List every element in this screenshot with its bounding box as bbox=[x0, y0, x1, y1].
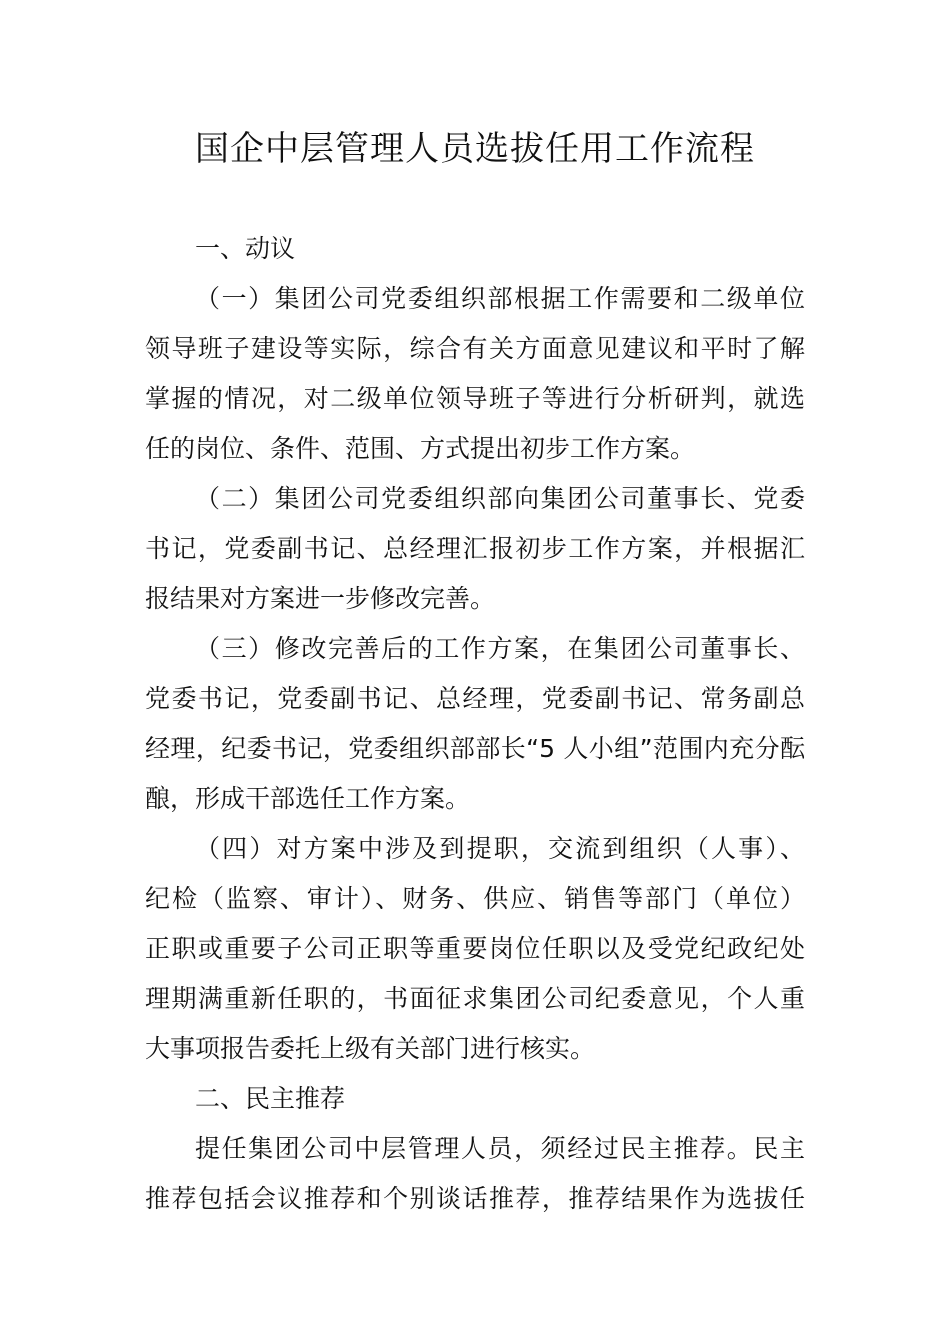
paragraph-line: 大事项报告委托上级有关部门进行核实。 bbox=[145, 1034, 596, 1063]
paragraph-line: 酿，形成干部选任工作方案。 bbox=[145, 784, 471, 813]
paragraph-line: （一）集团公司党委组织部根据工作需要和二级单位 bbox=[195, 284, 805, 313]
paragraph-line: 报结果对方案进一步修改完善。 bbox=[145, 584, 496, 613]
paragraph-line: 领导班子建设等实际，综合有关方面意见建议和平时了解 bbox=[145, 334, 805, 363]
section-heading: 一、动议 bbox=[195, 234, 296, 263]
paragraph-line: （四）对方案中涉及到提职，交流到组织（人事）、 bbox=[195, 834, 805, 863]
paragraph-line: 提任集团公司中层管理人员，须经过民主推荐。民主 bbox=[195, 1134, 805, 1163]
paragraph-line: 党委书记，党委副书记、总经理，党委副书记、常务副总 bbox=[145, 684, 805, 713]
document-body bbox=[145, 224, 805, 1224]
paragraph-line: 书记，党委副书记、总经理汇报初步工作方案，并根据汇 bbox=[145, 534, 805, 563]
section-heading: 二、民主推荐 bbox=[195, 1084, 346, 1113]
paragraph-line: （二）集团公司党委组织部向集团公司董事长、党委 bbox=[195, 484, 805, 513]
paragraph-line: 理期满重新任职的，书面征求集团公司纪委意见，个人重 bbox=[145, 984, 805, 1013]
paragraph-line: 纪检（监察、审计）、财务、供应、销售等部门（单位） bbox=[145, 884, 805, 913]
paragraph-line: 任的岗位、条件、范围、方式提出初步工作方案。 bbox=[145, 434, 696, 463]
paragraph-line: 经理，纪委书记，党委组织部部长“5 人小组”范围内充分酝 bbox=[145, 734, 805, 763]
paragraph-line: 掌握的情况，对二级单位领导班子等进行分析研判，就选 bbox=[145, 384, 805, 413]
paragraph-line: 推荐包括会议推荐和个别谈话推荐，推荐结果作为选拔任 bbox=[145, 1184, 805, 1213]
document-title: 国企中层管理人员选拔任用工作流程 bbox=[195, 129, 755, 169]
paragraph-line: （三）修改完善后的工作方案，在集团公司董事长、 bbox=[195, 634, 805, 663]
paragraph-line: 正职或重要子公司正职等重要岗位任职以及受党纪政纪处 bbox=[145, 934, 805, 963]
